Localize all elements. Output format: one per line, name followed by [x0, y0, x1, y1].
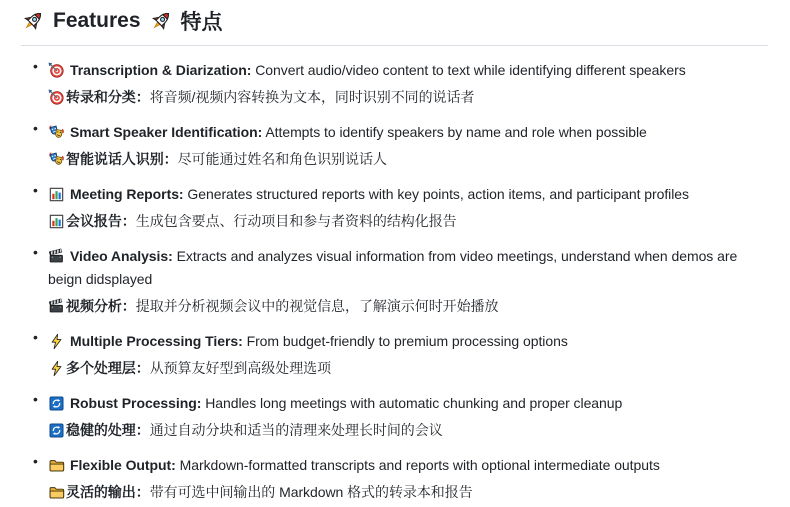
feature-desc-en: From budget-friendly to premium processing options — [246, 333, 568, 349]
feature-item — [48, 330, 768, 380]
feature-line-zh — [48, 210, 768, 233]
feature-item — [48, 183, 768, 233]
feature-term-zh: 灵活的输出： — [66, 484, 150, 500]
bar-chart-icon — [48, 186, 65, 203]
arrows-icon — [48, 395, 65, 412]
feature-line-en — [48, 454, 768, 477]
feature-line-zh — [48, 295, 768, 318]
feature-item — [48, 59, 768, 109]
feature-term-zh: 视频分析： — [66, 298, 136, 314]
feature-item — [48, 121, 768, 171]
feature-desc-en: Markdown-formatted transcripts and reports with optional intermediate outputs — [179, 457, 660, 473]
feature-item — [48, 454, 768, 504]
lightning-icon — [48, 333, 65, 350]
clapper-icon — [48, 248, 65, 265]
feature-term-en: Video Analysis: — [70, 248, 173, 264]
lightning-icon — [48, 360, 65, 377]
feature-term-zh: 多个处理层： — [66, 360, 150, 376]
folder-icon — [48, 484, 65, 501]
feature-term-en: Robust Processing: — [70, 395, 202, 411]
bar-chart-icon — [48, 213, 65, 230]
feature-desc-zh: 从预算友好型到高级处理选项 — [149, 360, 332, 376]
feature-item — [48, 392, 768, 442]
feature-line-zh — [48, 357, 768, 380]
feature-desc-en: Extracts and analyzes visual information from video meetings, understand when demos are beign didsplayed — [48, 248, 738, 287]
features-title-zh: 特点 — [180, 11, 223, 34]
feature-item — [48, 245, 768, 318]
feature-desc-en: Attempts to identify speakers by name and role when possible — [265, 124, 647, 140]
feature-term-en: Meeting Reports: — [70, 186, 184, 202]
feature-line-zh — [48, 86, 768, 109]
features-heading — [21, 2, 768, 46]
feature-term-zh: 稳健的处理： — [66, 422, 150, 438]
feature-line-zh — [48, 419, 768, 442]
feature-desc-en: Convert audio/video content to text while identifying different speakers — [255, 62, 686, 78]
masks-icon — [48, 151, 65, 168]
feature-term-en: Smart Speaker Identification: — [70, 124, 263, 140]
feature-desc-zh: 带有可选中间输出的 Markdown 格式的转录本和报告 — [149, 484, 473, 500]
feature-line-zh — [48, 481, 768, 504]
feature-term-en: Flexible Output: — [70, 457, 176, 473]
feature-term-zh: 会议报告： — [66, 213, 136, 229]
features-title-en: Features — [53, 9, 141, 32]
feature-desc-zh: 尽可能通过姓名和角色识别说话人 — [177, 151, 387, 167]
feature-line-en — [48, 392, 768, 415]
feature-line-en — [48, 245, 768, 291]
feature-desc-zh: 生成包含要点、行动项目和参与者资料的结构化报告 — [135, 213, 457, 229]
folder-icon — [48, 457, 65, 474]
rocket-icon — [149, 9, 173, 33]
feature-desc-zh: 提取并分析视频会议中的视觉信息，了解演示何时开始播放 — [135, 298, 499, 314]
rocket-icon — [21, 9, 45, 33]
arrows-icon — [48, 422, 65, 439]
feature-desc-zh: 将音频/视频内容转换为文本，同时识别不同的说话者 — [149, 89, 475, 105]
feature-term-en: Transcription & Diarization: — [70, 62, 252, 78]
feature-desc-en: Handles long meetings with automatic chunking and proper cleanup — [205, 395, 623, 411]
feature-desc-en: Generates structured reports with key points, action items, and participant profiles — [187, 186, 689, 202]
feature-line-en — [48, 121, 768, 144]
feature-term-zh: 智能说话人识别： — [66, 151, 178, 167]
masks-icon — [48, 124, 65, 141]
feature-line-en — [48, 183, 768, 206]
target-icon — [48, 89, 65, 106]
feature-term-zh: 转录和分类： — [66, 89, 150, 105]
feature-line-en — [48, 59, 768, 82]
clapper-icon — [48, 298, 65, 315]
feature-term-en: Multiple Processing Tiers: — [70, 333, 243, 349]
feature-desc-zh: 通过自动分块和适当的清理来处理长时间的会议 — [149, 422, 443, 438]
target-icon — [48, 62, 65, 79]
feature-line-en — [48, 330, 768, 353]
features-list — [21, 59, 768, 504]
feature-line-zh — [48, 148, 768, 171]
